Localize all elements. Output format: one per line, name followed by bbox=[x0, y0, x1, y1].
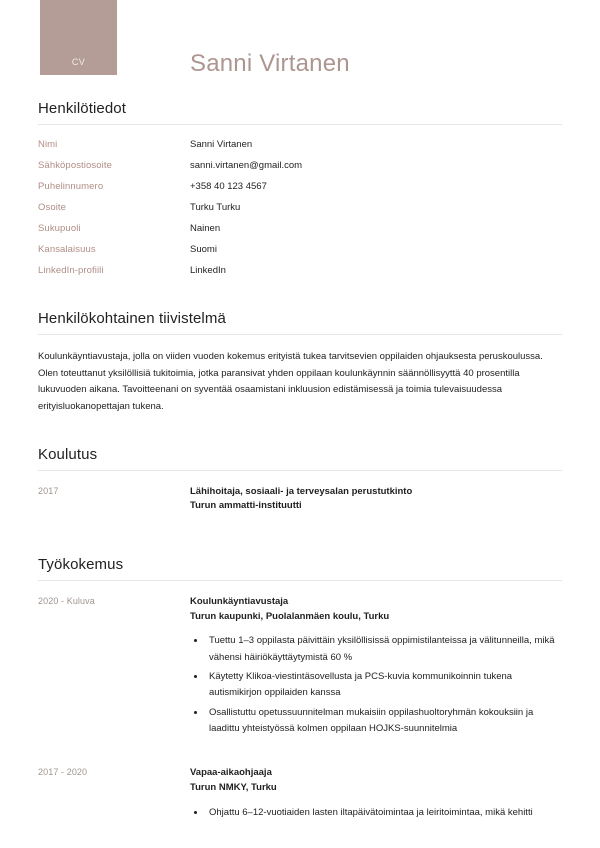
entry-title: Vapaa-aikaohjaaja bbox=[190, 767, 272, 779]
entry-bullet-list bbox=[190, 633, 562, 737]
entry-organization: Turun kaupunki, Puolalanmäen koulu, Turku bbox=[190, 610, 390, 622]
section-divider bbox=[38, 580, 562, 581]
detail-label: Sähköpostiosoite bbox=[38, 160, 112, 171]
detail-value: sanni.virtanen@gmail.com bbox=[190, 160, 303, 171]
work-entry bbox=[38, 595, 562, 740]
cv-badge bbox=[40, 0, 117, 75]
candidate-name: Sanni Virtanen bbox=[190, 50, 350, 77]
section-heading-personal-details: Henkilötiedot bbox=[38, 100, 127, 117]
entry-date: 2017 bbox=[38, 485, 59, 496]
entry-bullet: • Tuettu 1–3 oppilasta päivittäin yksilöllisissä oppimistilanteissa ja välitunneilla, mikä vähensi häiriökäyttäytymistä 60 % bbox=[206, 633, 562, 666]
detail-row-nimi bbox=[38, 139, 562, 150]
detail-row-gender bbox=[38, 223, 562, 234]
entry-body bbox=[190, 766, 562, 824]
detail-label: LinkedIn-profiili bbox=[38, 265, 104, 276]
section-heading-work-experience: Työkokemus bbox=[38, 555, 124, 573]
section-divider bbox=[38, 470, 562, 471]
detail-row-nationality bbox=[38, 244, 562, 255]
section-heading-summary: Henkilökohtainen tiivistelmä bbox=[38, 310, 226, 327]
entry-organization: Turun ammatti-instituutti bbox=[190, 500, 302, 512]
detail-label: Sukupuoli bbox=[38, 223, 81, 234]
entry-bullet-list bbox=[190, 805, 562, 821]
detail-value: Nainen bbox=[190, 223, 221, 234]
entry-title: Koulunkäyntiavustaja bbox=[190, 595, 289, 607]
detail-value: Turku Turku bbox=[190, 202, 241, 213]
entry-date: 2017 - 2020 bbox=[38, 767, 88, 778]
work-entry bbox=[38, 766, 562, 824]
detail-row-phone bbox=[38, 181, 562, 192]
entry-bullet: • Ohjattu 6–12-vuotiaiden lasten iltapäivätoimintaa ja leiritoimintaa, mikä kehitti bbox=[206, 805, 562, 821]
entry-bullet: • Osallistuttu opetussuunnitelman mukaisiin oppilashuoltoryhmän kokouksiin ja laadittu yhteistyössä kolmen oppilaan HOJKS-suunnitelmia bbox=[206, 705, 562, 738]
detail-label: Osoite bbox=[38, 202, 67, 213]
section-summary bbox=[0, 310, 600, 416]
entry-body bbox=[190, 485, 562, 514]
detail-label: Puhelinnumero bbox=[38, 181, 104, 192]
spacer bbox=[0, 286, 600, 310]
detail-value: +358 40 123 4567 bbox=[190, 181, 267, 192]
education-entry bbox=[38, 485, 562, 514]
detail-label: Nimi bbox=[38, 139, 58, 150]
detail-row-email bbox=[38, 160, 562, 171]
detail-row-address bbox=[38, 202, 562, 213]
detail-label: Kansalaisuus bbox=[38, 244, 96, 255]
detail-row-linkedin bbox=[38, 265, 562, 276]
section-work-experience bbox=[0, 556, 600, 824]
section-divider bbox=[38, 124, 562, 125]
spacer bbox=[0, 526, 600, 556]
section-heading-education: Koulutus bbox=[38, 445, 98, 463]
entry-organization: Turun NMKY, Turku bbox=[190, 782, 277, 794]
detail-value-linkedin[interactable]: LinkedIn bbox=[190, 265, 226, 276]
detail-value: Sanni Virtanen bbox=[190, 139, 253, 150]
detail-value: Suomi bbox=[190, 244, 217, 255]
section-personal-details bbox=[0, 100, 600, 276]
spacer bbox=[38, 752, 562, 766]
cv-badge-label: CV bbox=[71, 57, 86, 67]
cv-header bbox=[0, 0, 600, 100]
entry-title: Lähihoitaja, sosiaali- ja terveysalan perustutkinto bbox=[190, 485, 413, 497]
section-divider bbox=[38, 334, 562, 335]
spacer bbox=[0, 416, 600, 446]
entry-body bbox=[190, 595, 562, 740]
entry-date: 2020 - Kuluva bbox=[38, 595, 95, 606]
section-education bbox=[0, 446, 600, 514]
summary-text: Koulunkäyntiavustaja, jolla on viiden vuoden kokemus erityistä tukea tarvitsevien oppilaiden ohjauksesta peruskoulussa. Olen toteuttanut yksilöllisiä tukitoimia, jotka paransivat yhden oppilaan koulunkäynnin säännöllisyyttä 40 prosentilla lukuvuoden aikana. Tavoitteenani on syventää osaamistani inkluusion edistämisessä ja toimia tulevaisuudessa erityisluokanopettajan tukena. bbox=[38, 351, 543, 412]
entry-bullet: • Käytetty Klikoa-viestintäsovellusta ja PCS-kuvia kommunikoinnin tukena autismikirjon oppilaiden kanssa bbox=[206, 669, 562, 702]
